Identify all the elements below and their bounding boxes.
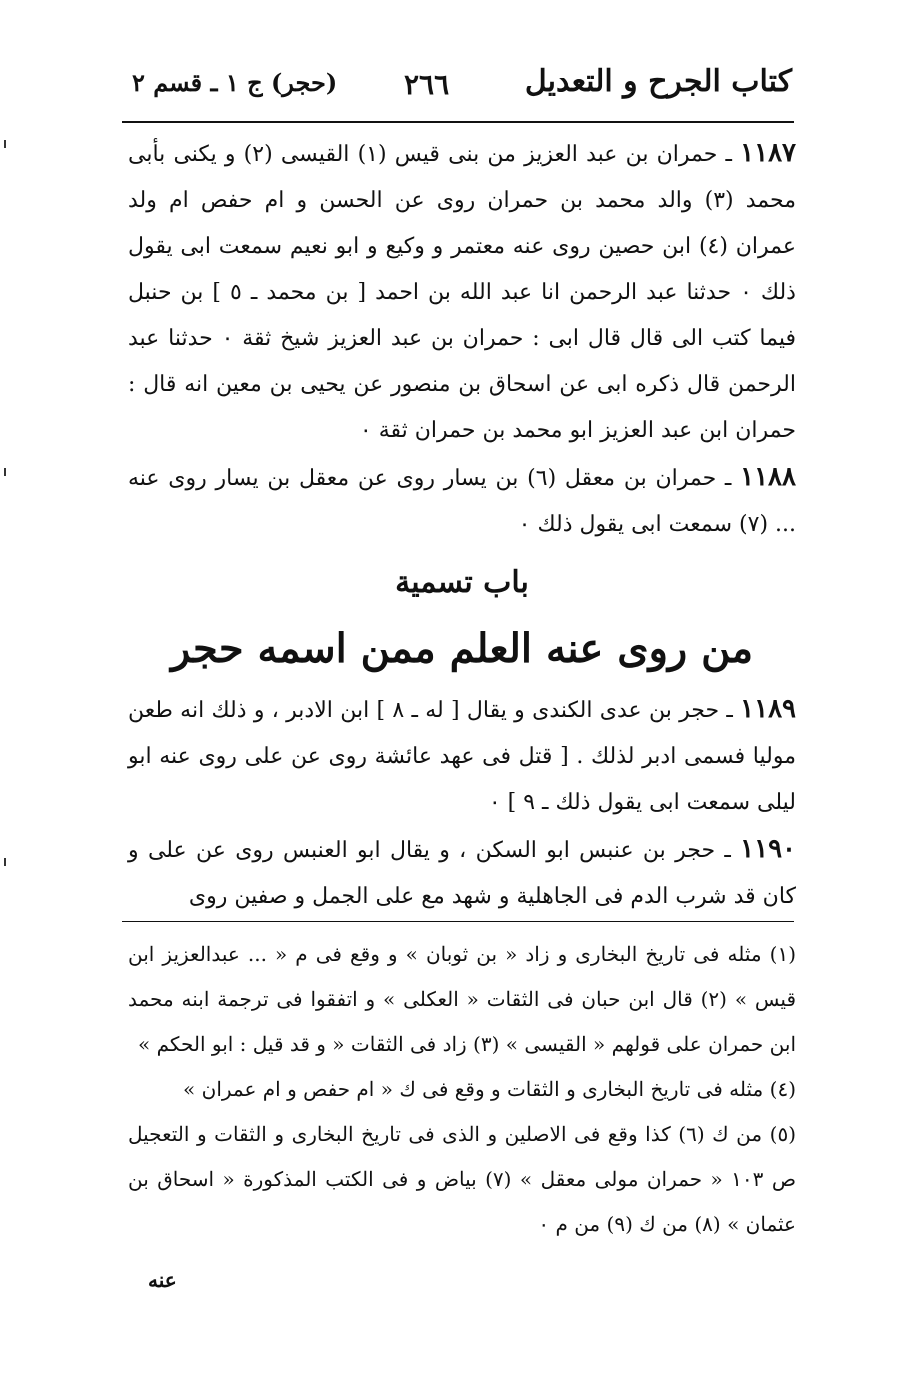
scan-edge-mark bbox=[4, 858, 6, 866]
entry-number: ١١٩٠ bbox=[740, 834, 797, 864]
footnote-block: (١) مثله فى تاريخ البخارى و زاد « بن ثوبان » و وقع فى م « ... عبدالعزيز ابن قيس » (٢) قال ابن حبان فى الثقات « العكلى » و اتفقوا فى ترجمة ابنه محمد ابن حمران على قولهم « القيسى » (٣) زاد فى الثقات « و قد قيل : ابو الحكم » bbox=[128, 942, 797, 1056]
entry-text: ـ حمران بن عبد العزيز من بنى قيس (١) القيسى (٢) و يكنى بأبى محمد (٣) والد محمد بن حمران روى عن الحسن و ام حفص ام ولد عمران (٤) ابن حصين روى عنه معتمر و وكيع و ابو نعيم سمعت ابى يقول ذلك ٠ حدثنا عبد الرحمن انا عبد الله بن احمد [ بن محمد ـ ٥ ] بن حنبل فيما كتب الى قال قال ابى : حمران بن عبد العزيز شيخ ثقة ٠ حدثنا عبد الرحمن قال ذكره ابى عن اسحاق بن منصور عن يحيى بن معين انه قال : حمران ابن عبد العزيز ابو محمد بن حمران ثقة ٠ bbox=[128, 142, 796, 443]
entry-text: ـ حمران بن معقل (٦) بن يسار روى عن معقل بن يسار روى عنه ... (٧) سمعت ابى يقول ذلك ٠ bbox=[128, 466, 796, 537]
page-number: ٢٦٦ bbox=[404, 68, 450, 101]
footnote-block: (٥) من ك (٦) كذا وقع فى الاصلين و الذى فى تاريخ البخارى و الثقات و التعجيل ص ١٠٣ « حمران مولى معقل » (٧) بياض و فى الكتب المذكورة « اسحاق بن عثمان » (٨) من ك (٩) من م ٠ bbox=[128, 1122, 796, 1236]
entry-number: ١١٨٧ bbox=[740, 138, 796, 168]
entry-text: ـ حجر بن عدى الكندى و يقال [ له ـ ٨ ] ابن الادبر ، و ذلك انه طعن موليا فسمى ادبر لذلك . [ قتل فى عهد عائشة روى عن على روى عنه ابو ليلى سمعت ابى يقول ذلك ـ ٩ ] ٠ bbox=[128, 698, 796, 815]
book-title: كتاب الجرح و التعديل bbox=[524, 64, 792, 99]
scan-edge-mark bbox=[4, 140, 6, 148]
part-label: (حجر) ج ١ ـ قسم ٢ bbox=[132, 68, 338, 97]
main-text bbox=[128, 130, 796, 920]
section-heading-line1: باب تسمية bbox=[395, 565, 529, 600]
footnotes bbox=[128, 932, 796, 1247]
entry-1187 bbox=[128, 130, 796, 454]
catchword: عنه bbox=[148, 1268, 177, 1292]
entry-text: ـ حجر بن عنبس ابو السكن ، و يقال ابو العنبس روى عن على و كان قد شرب الدم فى الجاهلية و شهد مع على الجمل و صفين روى bbox=[128, 838, 796, 909]
footnote-block: (٤) مثله فى تاريخ البخارى و الثقات و وقع فى ك « ام حفص و ام عمران » bbox=[183, 1077, 796, 1101]
page-header bbox=[122, 58, 792, 112]
scan-edge-mark bbox=[4, 468, 6, 476]
entry-1190 bbox=[128, 826, 796, 920]
entry-1188 bbox=[128, 454, 796, 548]
entry-number: ١١٨٨ bbox=[740, 462, 796, 492]
entry-number: ١١٨٩ bbox=[740, 694, 797, 724]
entry-1189 bbox=[128, 686, 796, 826]
header-rule bbox=[122, 121, 794, 123]
section-heading-line2: من روى عنه العلم ممن اسمه حجر bbox=[170, 625, 754, 672]
footnote-rule bbox=[122, 921, 794, 922]
